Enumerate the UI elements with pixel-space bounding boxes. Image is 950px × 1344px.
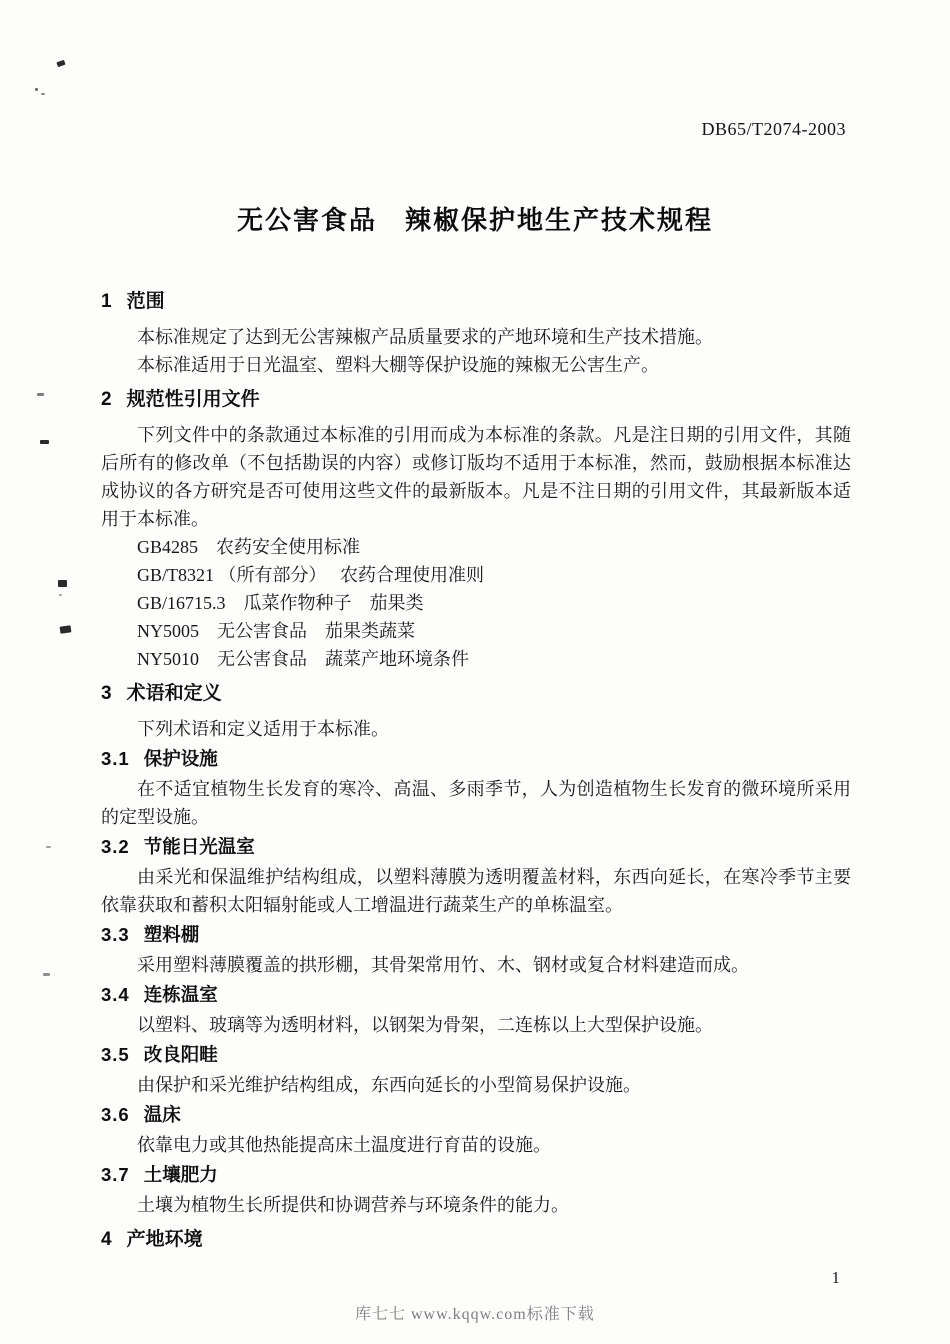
term-3-2-heading [101, 833, 851, 861]
section-number: 2 [101, 389, 113, 410]
section-1-para-2: 本标准适用于日光温室、塑料大棚等保护设施的辣椒无公害生产。 [137, 355, 659, 375]
section-3-para-1: 下列术语和定义适用于本标准。 [137, 719, 389, 739]
section-title: 产地环境 [126, 1229, 203, 1250]
term-3-2-definition: 由采光和保温维护结构组成，以塑料薄膜为透明覆盖材料，东西向延长，在寒冷季节主要依靠获取和蓄积太阳辐射能或人工增温进行蔬菜生产的单栋温室。 [101, 867, 851, 915]
reference-item-1: GB4285 农药安全使用标准 [137, 537, 361, 557]
term-title: 塑料棚 [143, 924, 200, 945]
term-3-4-definition: 以塑料、玻璃等为透明材料，以钢架为骨架，二连栋以上大型保护设施。 [137, 1015, 713, 1035]
scan-speckle [35, 88, 38, 91]
section-title: 范围 [126, 291, 165, 312]
term-3-6-heading [101, 1101, 851, 1129]
scan-speckle [56, 60, 65, 67]
term-3-1-definition: 在不适宜植物生长发育的寒冷、高温、多雨季节，人为创造植物生长发育的微环境所采用的定型设施。 [101, 779, 851, 827]
term-title: 节能日光温室 [143, 836, 255, 857]
section-number: 4 [101, 1229, 113, 1250]
term-3-7-heading [101, 1161, 851, 1189]
term-title: 保护设施 [143, 748, 218, 769]
term-3-6-definition: 依靠电力或其他热能提高床土温度进行育苗的设施。 [137, 1135, 551, 1155]
term-number: 3.7 [101, 1164, 130, 1185]
standard-number: DB65/T2074-2003 [701, 119, 846, 139]
term-title: 连栋温室 [143, 984, 218, 1005]
term-number: 3.3 [101, 924, 130, 945]
reference-item-4: NY5005 无公害食品 茄果类蔬菜 [137, 621, 415, 641]
term-3-1-heading [101, 745, 851, 773]
scan-speckle [43, 973, 50, 976]
page-number: 1 [831, 1268, 840, 1287]
term-3-3-heading [101, 921, 851, 949]
scan-speckle [40, 440, 49, 444]
term-number: 3.5 [101, 1044, 130, 1065]
section-number: 3 [101, 683, 113, 704]
scan-speckle [58, 580, 67, 587]
term-title: 土壤肥力 [143, 1164, 218, 1185]
reference-item-3: GB/16715.3 瓜菜作物种子 茄果类 [137, 593, 424, 613]
scan-speckle [37, 393, 44, 396]
scan-speckle [41, 93, 45, 95]
section-2-heading [101, 386, 851, 414]
section-1-heading [101, 288, 851, 316]
document-body [101, 281, 851, 1261]
section-title: 规范性引用文件 [126, 389, 260, 410]
document-title: 无公害食品 辣椒保护地生产技术规程 [236, 205, 713, 235]
term-3-5-heading [101, 1041, 851, 1069]
watermark-text: 库七七 www.kqqw.com标准下载 [355, 1306, 595, 1323]
term-3-3-definition: 采用塑料薄膜覆盖的拱形棚，其骨架常用竹、木、钢材或复合材料建造而成。 [137, 955, 749, 975]
section-1-para-1: 本标准规定了达到无公害辣椒产品质量要求的产地环境和生产技术措施。 [137, 327, 713, 347]
term-number: 3.2 [101, 836, 130, 857]
scan-speckle [59, 594, 62, 596]
scan-speckle [46, 846, 51, 848]
reference-item-5: NY5010 无公害食品 蔬菜产地环境条件 [137, 649, 469, 669]
term-3-7-definition: 土壤为植物生长所提供和协调营养与环境条件的能力。 [137, 1195, 569, 1215]
section-title: 术语和定义 [126, 683, 222, 704]
section-3-heading [101, 680, 851, 708]
term-title: 温床 [143, 1104, 181, 1125]
section-number: 1 [101, 291, 113, 312]
term-3-4-heading [101, 981, 851, 1009]
section-4-heading [101, 1226, 851, 1254]
term-3-5-definition: 由保护和采光维护结构组成，东西向延长的小型简易保护设施。 [137, 1075, 641, 1095]
term-number: 3.6 [101, 1104, 130, 1125]
term-title: 改良阳畦 [143, 1044, 218, 1065]
section-2-para-1: 下列文件中的条款通过本标准的引用而成为本标准的条款。凡是注日期的引用文件，其随后所有的修改单（不包括勘误的内容）或修订版均不适用于本标准，然而，鼓励根据本标准达成协议的各方研究是否可使用这些文件的最新版本。凡是不注日期的引用文件，其最新版本适用于本标准。 [101, 425, 851, 529]
reference-item-2: GB/T8321 （所有部分） 农药合理使用准则 [137, 565, 484, 585]
term-number: 3.1 [101, 748, 130, 769]
scan-speckle [60, 625, 72, 633]
term-number: 3.4 [101, 984, 130, 1005]
